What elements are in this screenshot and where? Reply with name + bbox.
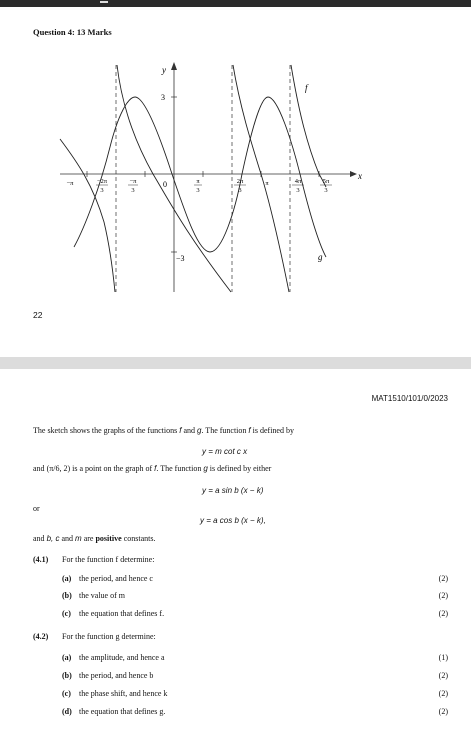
question-title: Question 4: 13 Marks [33, 27, 112, 37]
svg-text:3: 3 [100, 187, 104, 194]
top-mark [100, 1, 108, 3]
equation-f: y = m cot c x [202, 447, 248, 456]
q42-b-marks: (2) [438, 671, 448, 680]
page-number: 22 [33, 310, 43, 320]
page-23 [0, 369, 471, 736]
x-axis-label: x [358, 171, 362, 181]
svg-text:2π: 2π [236, 178, 244, 185]
question-4-2-text: For the function g determine: [62, 632, 156, 641]
q42-d-marks: (2) [438, 707, 448, 716]
q42-d-text: the equation that defines g. [79, 707, 166, 716]
q41-c-text: the equation that defines f. [79, 609, 165, 618]
y-tick-label-top: 3 [161, 93, 165, 102]
page-22 [0, 7, 471, 357]
q42-a-text: the amplitude, and hence a [79, 653, 165, 662]
q42-c-text: the phase shift, and hence k [79, 689, 168, 698]
svg-text:4π: 4π [294, 178, 302, 185]
svg-text:3: 3 [196, 187, 200, 194]
svg-text:−π: −π [129, 178, 137, 185]
x-tick-label [194, 178, 202, 194]
x-tick-labels [67, 178, 332, 194]
q41-c-label: (c) [62, 609, 71, 618]
q42-d-label: (d) [62, 707, 72, 716]
q42-c-marks: (2) [438, 689, 448, 698]
x-tick-label: π [265, 180, 269, 187]
intro-line-3: and b, c and m are positive constants. [33, 534, 156, 543]
x-tick-label: −π [66, 180, 74, 187]
q41-a-label: (a) [62, 574, 72, 583]
asymptote-lines [116, 65, 290, 292]
intro-line-1: The sketch shows the graphs of the functions f and g. The function f is defined by [33, 426, 294, 435]
q41-b-text: the value of m [79, 591, 125, 600]
svg-text:π: π [196, 178, 200, 185]
q42-c-label: (c) [62, 689, 71, 698]
q42-a-marks: (1) [438, 653, 448, 662]
y-axis-arrow [171, 62, 177, 70]
svg-text:5π: 5π [322, 178, 330, 185]
f-label: f [305, 83, 308, 93]
q41-b-label: (b) [62, 591, 72, 600]
y-axis-label: y [162, 65, 166, 75]
q42-a-label: (a) [62, 653, 72, 662]
graph-g [74, 97, 326, 257]
x-tick-label [96, 178, 108, 194]
svg-text:3: 3 [324, 187, 328, 194]
function-graph [0, 47, 471, 337]
x-tick-label [292, 178, 304, 194]
intro-line-2: and (π/6, 2) is a point on the graph of f. The function g is defined by either [33, 464, 272, 473]
q41-b-marks: (2) [438, 591, 448, 600]
document-code: MAT1510/101/0/2023 [371, 394, 448, 403]
f-branch-4 [291, 65, 326, 187]
question-4-2-number: (4.2) [33, 632, 49, 641]
svg-text:3: 3 [238, 187, 242, 194]
page-separator [0, 357, 471, 369]
q41-a-text: the period, and hence c [79, 574, 153, 583]
equation-g-cos: y = a cos b (x − k), [200, 516, 266, 525]
top-bar [0, 0, 471, 7]
svg-text:3: 3 [296, 187, 300, 194]
equation-g-sin: y = a sin b (x − k) [202, 486, 264, 495]
y-tick-label-bottom: −3 [176, 254, 185, 263]
question-4-1-text: For the function f determine: [62, 555, 155, 564]
f-branch-1 [60, 139, 115, 292]
origin-label: 0 [163, 180, 167, 189]
q41-c-marks: (2) [438, 609, 448, 618]
q42-b-label: (b) [62, 671, 72, 680]
x-axis-arrow [350, 171, 357, 177]
q41-a-marks: (2) [438, 574, 448, 583]
g-label: g [318, 252, 323, 262]
svg-text:3: 3 [131, 187, 135, 194]
svg-text:−2π: −2π [96, 178, 108, 185]
question-4-1-number: (4.1) [33, 555, 49, 564]
q42-b-text: the period, and hence b [79, 671, 154, 680]
or-text: or [33, 504, 40, 513]
x-tick-label [128, 178, 138, 194]
